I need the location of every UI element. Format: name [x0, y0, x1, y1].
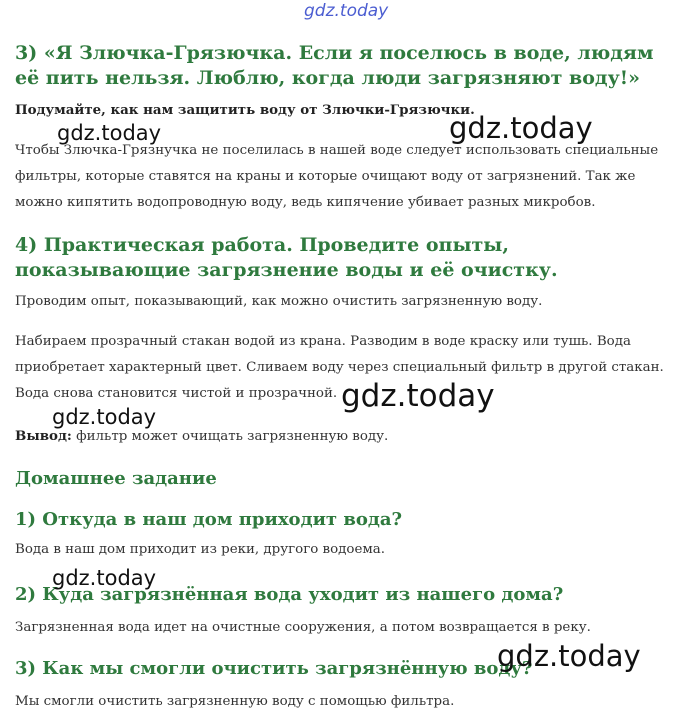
conclusion-label: Вывод:: [15, 428, 72, 444]
homework-question-3: 3) Как мы смогли очистить загрязнённую воду?: [15, 658, 533, 679]
watermark-top: gdz.today: [304, 1, 389, 21]
homework-answer-1: Вода в наш дом приходит из реки, другого водоема.: [15, 542, 386, 557]
watermark-overlay: gdz.today: [341, 378, 495, 414]
homework-question-2: 2) Куда загрязнённая вода уходит из нашего дома?: [15, 584, 564, 605]
watermark-overlay: gdz.today: [52, 566, 157, 590]
section-3-title: 3) «Я Злючка-Грязючка. Если я поселюсь в воде, людям её пить нельзя. Люблю, когда люди загрязняют воду!»: [15, 42, 654, 89]
homework-answer-3: Мы смогли очистить загрязненную воду с помощью фильтра.: [15, 694, 455, 709]
section-4-intro: Проводим опыт, показывающий, как можно очистить загрязненную воду.: [15, 294, 543, 309]
section-4-title: 4) Практическая работа. Проведите опыты, показывающие загрязнение воды и её очистку.: [15, 234, 558, 281]
homework-answer-2: Загрязненная вода идет на очистные сооружения, а потом возвращается в реку.: [15, 620, 591, 635]
homework-question-1: 1) Откуда в наш дом приходит вода?: [15, 509, 403, 530]
watermark-overlay: gdz.today: [52, 405, 157, 429]
section-4-experiment: Набираем прозрачный стакан водой из крана. Разводим в воде краску или тушь. Вода приобретает характерный цвет. Сливаем воду через специальный фильтр в другой стакан. Вода снова становится чистой и прозрачной.: [15, 334, 664, 401]
conclusion-text: фильтр может очищать загрязненную воду.: [71, 429, 389, 444]
homework-heading: Домашнее задание: [15, 468, 217, 489]
section-3-answer: Чтобы Злючка-Грязнучка не поселилась в нашей воде следует использовать специальные фильтры, которые ставятся на краны и которые очищают воду от загрязнений. Так же можно кипятить водопроводную воду, ведь кипячение убивает разных микробов.: [15, 143, 659, 210]
section-3-question: Подумайте, как нам защитить воду от Злючки-Грязючки.: [15, 102, 475, 118]
watermark-overlay: gdz.today: [497, 639, 641, 673]
watermark-overlay: gdz.today: [449, 111, 593, 145]
watermark-overlay: gdz.today: [57, 121, 162, 145]
